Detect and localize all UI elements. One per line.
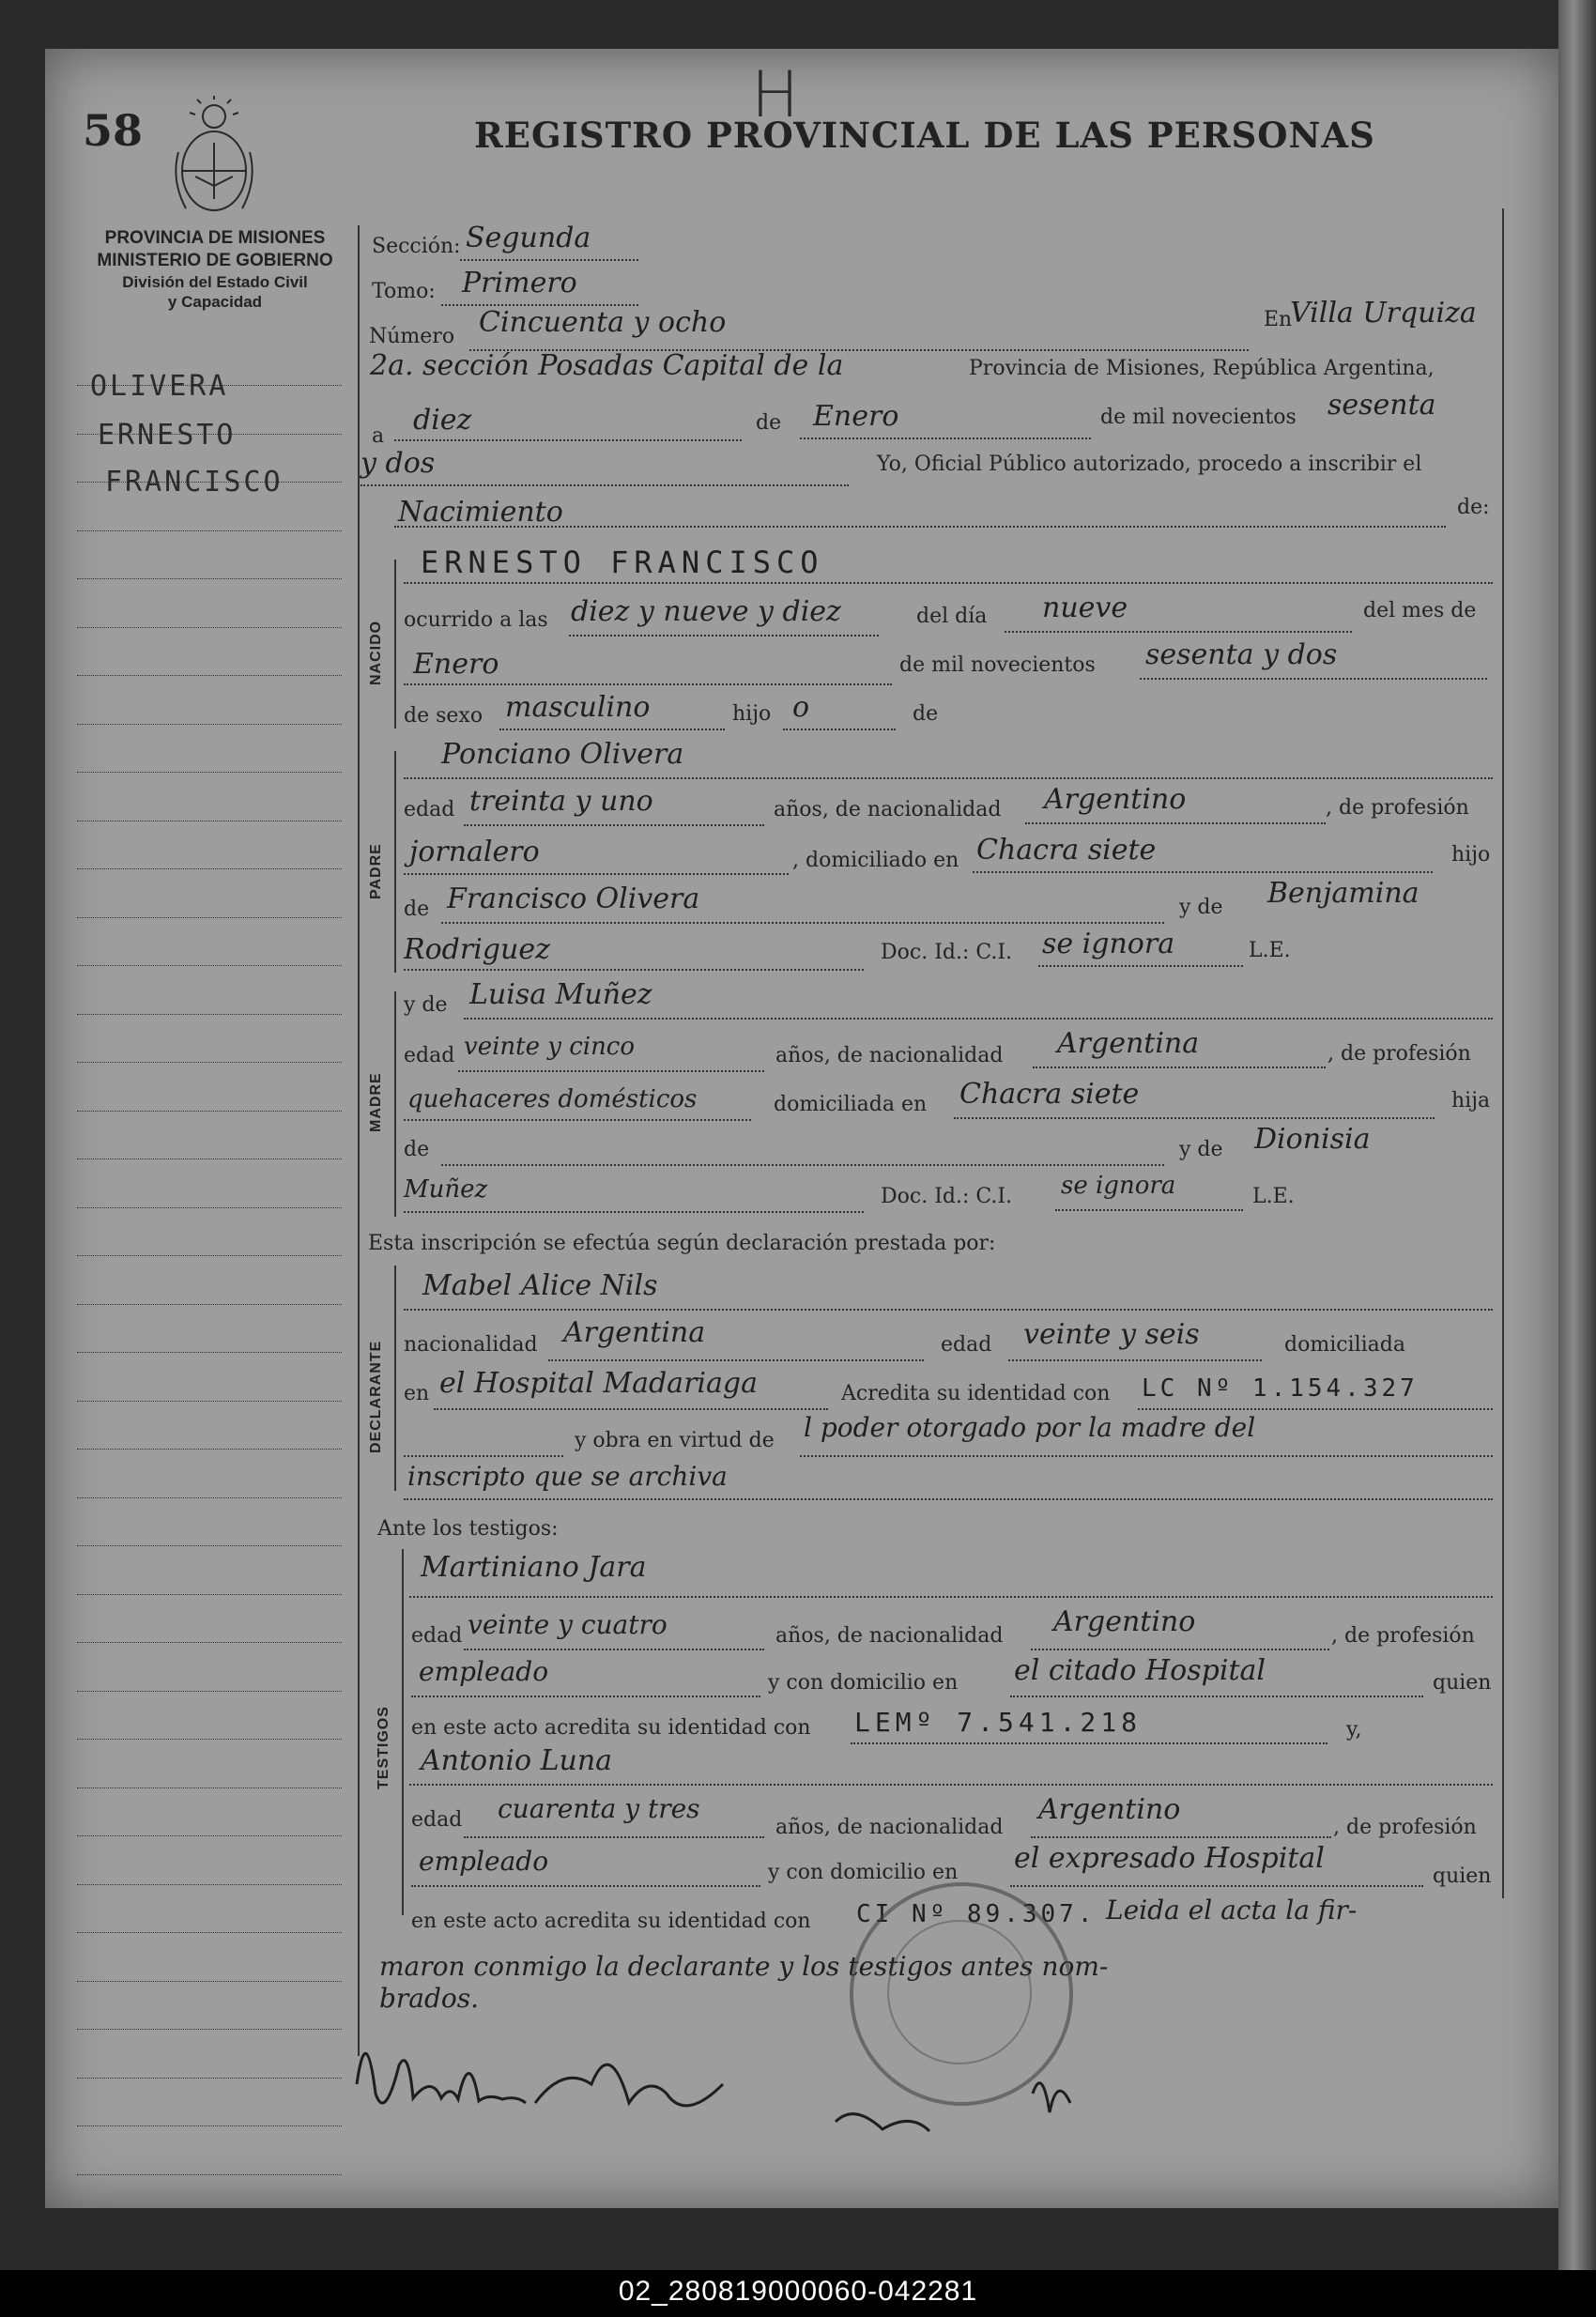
closing-line-2: maron conmigo la declarante y los testigos antes nom- [379, 1951, 1109, 1982]
yo-line [361, 484, 849, 486]
testigo2-edad-line [464, 1836, 764, 1838]
declarante-dom-value: el Hospital Madariaga [439, 1367, 758, 1400]
margin-rule-line [77, 1497, 342, 1498]
testigo1-edad-line [464, 1649, 764, 1650]
margin-given-name-1: ERNESTO [98, 419, 237, 452]
anio-nacimiento-value: sesenta y dos [1145, 638, 1338, 671]
testigo2-nombre: Antonio Luna [421, 1744, 613, 1777]
padre-prof-label: , de profesión [1326, 796, 1469, 820]
testigo1-dom-label: y con domicilio en [768, 1671, 959, 1695]
margin-rule-line [77, 965, 342, 966]
testigo1-prof: empleado [419, 1656, 549, 1687]
abuela-materna-apellido: Muñez [404, 1175, 488, 1204]
issuing-office [79, 227, 351, 312]
declarante-nac-value: Argentina [563, 1316, 706, 1349]
testigo2-prof-line [411, 1885, 760, 1887]
padre-edad-line [464, 824, 764, 826]
dia-line [1005, 631, 1352, 633]
testigo2-nac-line [1031, 1836, 1331, 1838]
margin-rule-line [77, 724, 342, 725]
madre-hija-label: hija [1451, 1089, 1491, 1112]
padre-le-label: L.E. [1249, 939, 1291, 962]
madre-dom-value: Chacra siete [959, 1078, 1140, 1111]
seccion-value: Segunda [466, 222, 591, 254]
margin-rule-line [77, 627, 342, 628]
acto-value: Nacimiento [398, 496, 563, 529]
section-label-declarante: DECLARANTE [368, 1340, 384, 1453]
madre-y-de2-label: y de [1179, 1138, 1223, 1161]
testigo1-prof-line [411, 1696, 760, 1697]
footer-file-id: 02_280819000060-042281 [618, 2276, 978, 2307]
testigo1-nombre-line [409, 1596, 1493, 1598]
margin-rule-line [77, 675, 342, 676]
madre-le-label: L.E. [1252, 1185, 1295, 1208]
obra-value: l poder otorgado por la madre del [804, 1412, 1256, 1443]
margin-rule-line [77, 1449, 342, 1450]
numero-value: Cincuenta y ocho [479, 306, 727, 339]
anio-inscripcion-cont: y dos [361, 447, 436, 480]
madre-edad-line [458, 1070, 764, 1072]
madre-bracket [394, 991, 396, 1217]
margin-ruled-lines [77, 385, 342, 2225]
hijo-label: hijo [732, 702, 772, 726]
testigo1-acredita: en este acto acredita su identidad con [411, 1716, 811, 1740]
declarante-nombre: Mabel Alice Nils [422, 1269, 658, 1302]
anio-inscripcion-value: sesenta [1327, 389, 1436, 422]
margin-rule-line [77, 1981, 342, 1982]
abuelo-paterno: Francisco Olivera [447, 882, 700, 915]
anio-nacimiento-line [1140, 678, 1487, 680]
abuela-materna-line [404, 1211, 864, 1213]
padre-bracket [394, 751, 396, 973]
padre-doc-value: se ignora [1042, 928, 1175, 960]
right-margin-rule [1502, 208, 1504, 1898]
madre-prof-value: quehaceres domésticos [407, 1085, 698, 1113]
madre-doc-value: se ignora [1061, 1172, 1176, 1200]
madre-doc-line [1055, 1209, 1243, 1211]
margin-given-name-2: FRANCISCO [105, 466, 284, 499]
provincia-text: Provincia de Misiones, República Argentina, [969, 357, 1435, 380]
madre-edad-label: edad [404, 1044, 455, 1067]
testigo2-dom: el expresado Hospital [1014, 1842, 1325, 1875]
margin-rule-line [77, 1207, 342, 1208]
testigo2-edad: cuarenta y tres [498, 1793, 700, 1824]
section-label-padre: PADRE [368, 843, 384, 899]
nacido-bracket [394, 560, 396, 729]
margin-rule-line [77, 1594, 342, 1595]
margin-rule-line [77, 2078, 342, 2079]
top-handwritten-mark: H [751, 58, 800, 132]
sexo-line [499, 729, 725, 730]
margin-rule-line [77, 1062, 342, 1063]
testigo1-dom: el citado Hospital [1014, 1654, 1266, 1687]
madre-de-label: de [404, 1138, 430, 1161]
padre-doc-label: Doc. Id.: C.I. [881, 941, 1013, 964]
padre-doc-line [1038, 965, 1243, 967]
margin-rule-line [77, 578, 342, 579]
margin-rule-line [77, 1111, 342, 1112]
madre-nac-value: Argentina [1057, 1027, 1200, 1060]
de-label-nacido: de [913, 702, 939, 726]
page-number: 58 [83, 105, 144, 156]
testigo2-doc: CI Nº 89.307. [856, 1900, 1097, 1928]
mes-inscripcion-value: Enero [813, 400, 899, 433]
padre-nombre: Ponciano Olivera [441, 738, 684, 771]
obra-line-2 [404, 1498, 1493, 1500]
declarante-dom-line [434, 1408, 828, 1410]
margin-rule-line [77, 1158, 342, 1159]
testigo2-nombre-line [409, 1784, 1493, 1786]
margin-rule-line [77, 1255, 342, 1256]
org-ministry: MINISTERIO DE GOBIERNO [97, 250, 333, 270]
padre-dom-line [973, 871, 1433, 873]
padre-nac-line [1025, 822, 1326, 824]
declarante-edad-value: veinte y seis [1023, 1318, 1200, 1351]
closing-line-1: Leida el acta la fir- [1106, 1895, 1358, 1926]
madre-dom-label: domiciliada en [774, 1093, 928, 1116]
madre-dom-line [954, 1117, 1435, 1119]
nacido-nombre-line [404, 582, 1493, 584]
margin-rule-line [77, 1545, 342, 1546]
testigo2-nac-label: años, de nacionalidad [775, 1816, 1004, 1839]
testigos-intro: Ante los testigos: [377, 1517, 559, 1541]
abuela-paterna: Benjamina [1267, 877, 1420, 910]
testigo1-prof-label: , de profesión [1331, 1624, 1475, 1648]
column-divider [358, 225, 360, 2056]
declarante-doc-line [1138, 1408, 1493, 1410]
obra-value-2: inscripto que se archiva [407, 1461, 728, 1492]
section-label-testigos: TESTIGOS [376, 1706, 391, 1789]
testigos-bracket [402, 1549, 404, 1915]
acredita-label: Acredita su identidad con [841, 1382, 1111, 1405]
margin-rule-line [77, 1642, 342, 1643]
obra-blank-line [404, 1455, 563, 1457]
en-value: Villa Urquiza [1290, 297, 1477, 330]
margin-rule-line [77, 772, 342, 773]
testigo1-nac-line [1031, 1649, 1329, 1650]
margin-rule-line [77, 2174, 342, 2175]
hora-line [569, 635, 879, 637]
testigo2-edad-label: edad [411, 1808, 463, 1832]
testigo1-nombre: Martiniano Jara [421, 1551, 647, 1584]
a-label: a [372, 424, 385, 448]
margin-rule-line [77, 868, 342, 869]
obra-label: y obra en virtud de [575, 1429, 775, 1452]
testigo1-doc-line [851, 1742, 1327, 1744]
margin-rule-line [77, 2029, 342, 2030]
section-label-nacido: NACIDO [368, 620, 384, 685]
testigo1-nac: Argentino [1053, 1605, 1196, 1638]
margin-rule-line [77, 1401, 342, 1402]
declarante-nombre-line [404, 1309, 1493, 1311]
madre-nac-label: años, de nacionalidad [775, 1044, 1004, 1067]
mil-label: de mil novecientos [899, 653, 1096, 677]
org-province: PROVINCIA DE MISIONES [104, 228, 326, 248]
madre-y-de-label: y de [404, 993, 448, 1017]
book-edge [1558, 0, 1596, 2270]
closing-line-3: brados. [379, 1983, 480, 2014]
madre-edad-value: veinte y cinco [464, 1033, 636, 1061]
madre-prof-label: , de profesión [1327, 1042, 1471, 1066]
padre-dom-value: Chacra siete [976, 834, 1157, 867]
testigo2-acredita: en este acto acredita su identidad con [411, 1910, 811, 1933]
dia-value: nueve [1042, 591, 1128, 624]
padre-nac-value: Argentino [1044, 783, 1187, 816]
testigo1-doc: LEMº 7.541.218 [854, 1707, 1143, 1738]
document-title: REGISTRO PROVINCIAL DE LAS PERSONAS [474, 115, 1375, 156]
signatures [347, 2009, 1117, 2159]
abuela-materna: Dionisia [1254, 1123, 1371, 1156]
hijo-line [783, 729, 896, 730]
section-label-madre: MADRE [368, 1072, 384, 1132]
declarante-nac-label: nacionalidad [404, 1333, 538, 1357]
abuela-paterna-apellido: Rodriguez [404, 933, 550, 966]
en-label: En [1264, 308, 1293, 331]
org-division: División del Estado Civil [122, 272, 308, 291]
sexo-value: masculino [505, 691, 651, 724]
margin-rule-line [77, 1835, 342, 1836]
mes-line [800, 437, 1091, 439]
declarante-en-label: en [404, 1382, 430, 1405]
madre-nombre-line [464, 1018, 1493, 1020]
abuela-paterna-line [404, 969, 864, 971]
testigo2-prof-label: , de profesión [1333, 1816, 1477, 1839]
madre-doc-label: Doc. Id.: C.I. [881, 1185, 1013, 1208]
de-label: de [756, 411, 782, 435]
madre-nac-line [1033, 1066, 1326, 1068]
declarante-doc-value: LC Nº 1.154.327 [1142, 1374, 1419, 1403]
madre-prof-line [404, 1119, 751, 1121]
del-dia-label: del día [916, 605, 988, 628]
testigo2-prof: empleado [419, 1846, 549, 1877]
testigo1-dom-line [1010, 1696, 1423, 1697]
hijo-value: o [792, 691, 810, 724]
margin-rule-line [77, 1352, 342, 1353]
testigo1-y: y, [1346, 1718, 1362, 1742]
margin-rule-line [77, 530, 342, 531]
mes-nacimiento-value: Enero [413, 648, 499, 681]
seccion-line [460, 259, 638, 261]
abuelo-materno-line [441, 1164, 1164, 1166]
locality-value: 2a. sección Posadas Capital de la [370, 349, 844, 382]
padre-nombre-line [404, 777, 1493, 779]
yo-text: Yo, Oficial Público autorizado, procedo a inscribir el [877, 453, 1422, 476]
padre-prof-value: jornalero [409, 836, 540, 868]
margin-rule-line [77, 2125, 342, 2126]
declarante-intro: Esta inscripción se efectúa según declaración prestada por: [368, 1232, 996, 1255]
testigo2-nac: Argentino [1038, 1793, 1181, 1826]
padre-prof-line [404, 873, 789, 875]
abuelo-paterno-line [441, 922, 1164, 924]
coat-of-arms-icon [167, 96, 261, 227]
testigo1-edad-label: edad [411, 1624, 463, 1648]
seccion-label: Sección: [372, 235, 461, 258]
org-division-2: y Capacidad [167, 292, 263, 311]
margin-rule-line [77, 1932, 342, 1933]
testigo1-quien: quien [1433, 1671, 1492, 1695]
mes-nacimiento-line [404, 683, 892, 685]
padre-edad-label: edad [404, 798, 455, 821]
testigo2-quien: quien [1433, 1864, 1492, 1888]
declarante-dom-label: domiciliada [1284, 1333, 1405, 1357]
margin-rule-line [77, 1014, 342, 1015]
margin-rule-line [77, 1691, 342, 1692]
numero-label: Número [369, 325, 455, 348]
sexo-label: de sexo [404, 704, 483, 728]
madre-nombre: Luisa Muñez [469, 978, 652, 1011]
mil-text: de mil novecientos [1100, 406, 1297, 429]
declarante-edad-line [1008, 1359, 1262, 1361]
padre-hijo-label: hijo [1451, 843, 1491, 867]
a-line [394, 439, 742, 441]
declarante-nac-line [548, 1359, 924, 1361]
padre-edad-value: treinta y uno [469, 785, 653, 818]
tomo-label: Tomo: [372, 280, 436, 303]
del-mes-label: del mes de [1363, 599, 1477, 622]
ocurrido-label: ocurrido a las [404, 608, 548, 632]
acto-line [394, 526, 1446, 528]
padre-nac-label: años, de nacionalidad [774, 798, 1002, 821]
testigo1-edad: veinte y cuatro [468, 1609, 668, 1640]
padre-dom-label: , domiciliado en [792, 849, 959, 872]
margin-surname: OLIVERA [90, 370, 229, 403]
obra-line [800, 1455, 1493, 1457]
testigo2-dom-label: y con domicilio en [768, 1861, 959, 1884]
margin-rule-line [77, 917, 342, 918]
nacido-nombre: ERNESTO FRANCISCO [421, 545, 824, 580]
dia-inscripcion-value: diez [413, 404, 472, 437]
padre-y-de-label: y de [1179, 896, 1223, 919]
declarante-edad-label: edad [941, 1333, 992, 1357]
margin-rule-line [77, 1884, 342, 1885]
tomo-value: Primero [462, 267, 577, 299]
testigo1-nac-label: años, de nacionalidad [775, 1624, 1004, 1648]
testigo2-dom-line [1010, 1885, 1423, 1887]
hora-value: diez y nueve y diez [571, 595, 841, 628]
margin-rule-line [77, 1739, 342, 1740]
padre-de-label: de [404, 898, 430, 921]
margin-rule-line [77, 1304, 342, 1305]
de-colon-label: de: [1457, 496, 1490, 519]
declarante-bracket [394, 1266, 396, 1491]
